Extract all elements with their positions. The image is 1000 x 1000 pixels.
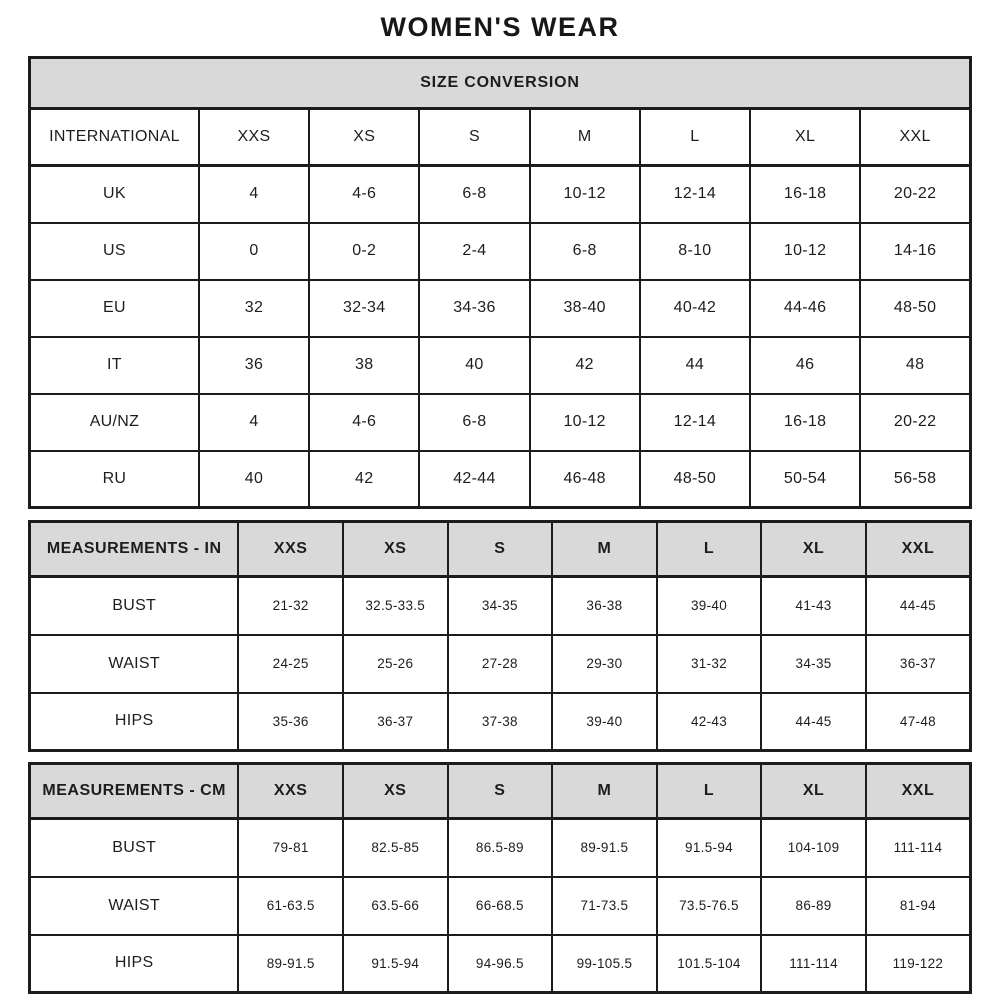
size-value-cell: 20-22 xyxy=(860,166,970,223)
size-value-cell: 10-12 xyxy=(530,394,640,451)
measurement-value-cell: 24-25 xyxy=(238,635,343,693)
region-label-cell: AU/NZ xyxy=(30,394,199,451)
measurement-value-cell: 82.5-85 xyxy=(343,819,448,877)
measurement-value-cell: 34-35 xyxy=(761,635,866,693)
size-value-cell: 16-18 xyxy=(750,166,860,223)
size-header-cell: XL xyxy=(761,764,866,819)
measurement-value-cell: 91.5-94 xyxy=(657,819,762,877)
size-header-cell: L xyxy=(657,764,762,819)
measurement-value-cell: 34-35 xyxy=(448,577,553,635)
size-header-cell: XXS xyxy=(238,764,343,819)
size-header-cell: XXL xyxy=(866,764,971,819)
size-header-cell: M xyxy=(552,522,657,577)
measurement-value-cell: 35-36 xyxy=(238,693,343,751)
size-value-cell: 42-44 xyxy=(419,451,529,508)
size-conversion-caption: SIZE CONVERSION xyxy=(30,58,971,109)
table-row xyxy=(30,166,971,223)
region-label-cell: IT xyxy=(30,337,199,394)
header-label-cell: INTERNATIONAL xyxy=(30,109,199,166)
size-value-cell: 44 xyxy=(640,337,750,394)
table-row xyxy=(30,635,971,693)
measurement-value-cell: 44-45 xyxy=(761,693,866,751)
measurement-value-cell: 25-26 xyxy=(343,635,448,693)
measurement-value-cell: 91.5-94 xyxy=(343,935,448,993)
measurement-value-cell: 37-38 xyxy=(448,693,553,751)
measurement-value-cell: 101.5-104 xyxy=(657,935,762,993)
size-header-cell: M xyxy=(530,109,640,166)
table-row xyxy=(30,577,971,635)
measurement-value-cell: 79-81 xyxy=(238,819,343,877)
size-value-cell: 12-14 xyxy=(640,166,750,223)
size-header-cell: XXS xyxy=(238,522,343,577)
table-row xyxy=(30,764,971,819)
measurement-label-cell: BUST xyxy=(30,577,239,635)
measurement-value-cell: 94-96.5 xyxy=(448,935,553,993)
measurements-in-table xyxy=(28,520,972,752)
measurement-label-cell: WAIST xyxy=(30,635,239,693)
size-header-cell: XS xyxy=(309,109,419,166)
size-value-cell: 4-6 xyxy=(309,394,419,451)
measurement-value-cell: 36-38 xyxy=(552,577,657,635)
size-value-cell: 10-12 xyxy=(750,223,860,280)
measurement-value-cell: 73.5-76.5 xyxy=(657,877,762,935)
table-row xyxy=(30,877,971,935)
table-row xyxy=(30,451,971,508)
size-value-cell: 40 xyxy=(419,337,529,394)
measurement-value-cell: 36-37 xyxy=(866,635,971,693)
size-header-cell: XS xyxy=(343,522,448,577)
size-header-cell: L xyxy=(657,522,762,577)
measurement-label-cell: WAIST xyxy=(30,877,239,935)
size-value-cell: 42 xyxy=(309,451,419,508)
size-header-cell: L xyxy=(640,109,750,166)
measurement-value-cell: 41-43 xyxy=(761,577,866,635)
size-value-cell: 0 xyxy=(199,223,309,280)
size-value-cell: 6-8 xyxy=(419,166,529,223)
size-value-cell: 6-8 xyxy=(530,223,640,280)
measurement-value-cell: 71-73.5 xyxy=(552,877,657,935)
table-row xyxy=(30,109,971,166)
size-value-cell: 42 xyxy=(530,337,640,394)
measurement-value-cell: 119-122 xyxy=(866,935,971,993)
measurement-value-cell: 89-91.5 xyxy=(238,935,343,993)
measurement-value-cell: 66-68.5 xyxy=(448,877,553,935)
size-header-cell: XXL xyxy=(866,522,971,577)
page-title: WOMEN'S WEAR xyxy=(380,12,620,42)
measurement-value-cell: 99-105.5 xyxy=(552,935,657,993)
measurement-value-cell: 81-94 xyxy=(866,877,971,935)
measurement-value-cell: 111-114 xyxy=(761,935,866,993)
size-value-cell: 0-2 xyxy=(309,223,419,280)
measurement-value-cell: 86.5-89 xyxy=(448,819,553,877)
size-header-cell: XL xyxy=(750,109,860,166)
table-row xyxy=(30,819,971,877)
size-header-cell: XXL xyxy=(860,109,970,166)
size-value-cell: 36 xyxy=(199,337,309,394)
size-value-cell: 2-4 xyxy=(419,223,529,280)
size-header-cell: S xyxy=(419,109,529,166)
table-row xyxy=(30,935,971,993)
header-label-cell: MEASUREMENTS - CM xyxy=(30,764,239,819)
size-value-cell: 4 xyxy=(199,394,309,451)
size-value-cell: 48 xyxy=(860,337,970,394)
measurement-value-cell: 21-32 xyxy=(238,577,343,635)
region-label-cell: US xyxy=(30,223,199,280)
measurement-value-cell: 111-114 xyxy=(866,819,971,877)
size-value-cell: 20-22 xyxy=(860,394,970,451)
size-value-cell: 46 xyxy=(750,337,860,394)
size-value-cell: 4-6 xyxy=(309,166,419,223)
size-value-cell: 32-34 xyxy=(309,280,419,337)
measurement-value-cell: 63.5-66 xyxy=(343,877,448,935)
size-value-cell: 44-46 xyxy=(750,280,860,337)
header-label-cell: MEASUREMENTS - IN xyxy=(30,522,239,577)
measurement-value-cell: 31-32 xyxy=(657,635,762,693)
size-value-cell: 40-42 xyxy=(640,280,750,337)
table-row xyxy=(30,337,971,394)
size-header-cell: S xyxy=(448,522,553,577)
measurement-value-cell: 104-109 xyxy=(761,819,866,877)
size-value-cell: 16-18 xyxy=(750,394,860,451)
region-label-cell: EU xyxy=(30,280,199,337)
measurement-value-cell: 44-45 xyxy=(866,577,971,635)
measurement-value-cell: 86-89 xyxy=(761,877,866,935)
measurements-cm-table xyxy=(28,762,972,994)
size-value-cell: 14-16 xyxy=(860,223,970,280)
size-value-cell: 56-58 xyxy=(860,451,970,508)
size-value-cell: 48-50 xyxy=(640,451,750,508)
measurement-value-cell: 32.5-33.5 xyxy=(343,577,448,635)
table-row xyxy=(30,693,971,751)
table-row xyxy=(30,522,971,577)
measurement-value-cell: 39-40 xyxy=(552,693,657,751)
measurement-label-cell: HIPS xyxy=(30,693,239,751)
measurement-value-cell: 36-37 xyxy=(343,693,448,751)
size-value-cell: 8-10 xyxy=(640,223,750,280)
measurement-value-cell: 27-28 xyxy=(448,635,553,693)
size-conversion-table xyxy=(28,56,972,509)
size-header-cell: XL xyxy=(761,522,866,577)
size-value-cell: 10-12 xyxy=(530,166,640,223)
region-label-cell: RU xyxy=(30,451,199,508)
size-value-cell: 4 xyxy=(199,166,309,223)
measurement-label-cell: BUST xyxy=(30,819,239,877)
measurement-label-cell: HIPS xyxy=(30,935,239,993)
size-value-cell: 48-50 xyxy=(860,280,970,337)
size-value-cell: 46-48 xyxy=(530,451,640,508)
size-value-cell: 6-8 xyxy=(419,394,529,451)
measurement-value-cell: 42-43 xyxy=(657,693,762,751)
size-header-cell: M xyxy=(552,764,657,819)
size-value-cell: 38 xyxy=(309,337,419,394)
table-row xyxy=(30,58,971,109)
table-row xyxy=(30,223,971,280)
measurement-value-cell: 61-63.5 xyxy=(238,877,343,935)
measurement-value-cell: 47-48 xyxy=(866,693,971,751)
measurement-value-cell: 39-40 xyxy=(657,577,762,635)
size-header-cell: S xyxy=(448,764,553,819)
table-row xyxy=(30,394,971,451)
size-value-cell: 34-36 xyxy=(419,280,529,337)
table-row xyxy=(30,280,971,337)
region-label-cell: UK xyxy=(30,166,199,223)
measurement-value-cell: 89-91.5 xyxy=(552,819,657,877)
size-value-cell: 12-14 xyxy=(640,394,750,451)
size-value-cell: 50-54 xyxy=(750,451,860,508)
size-value-cell: 32 xyxy=(199,280,309,337)
size-value-cell: 40 xyxy=(199,451,309,508)
size-header-cell: XXS xyxy=(199,109,309,166)
measurement-value-cell: 29-30 xyxy=(552,635,657,693)
size-header-cell: XS xyxy=(343,764,448,819)
size-value-cell: 38-40 xyxy=(530,280,640,337)
